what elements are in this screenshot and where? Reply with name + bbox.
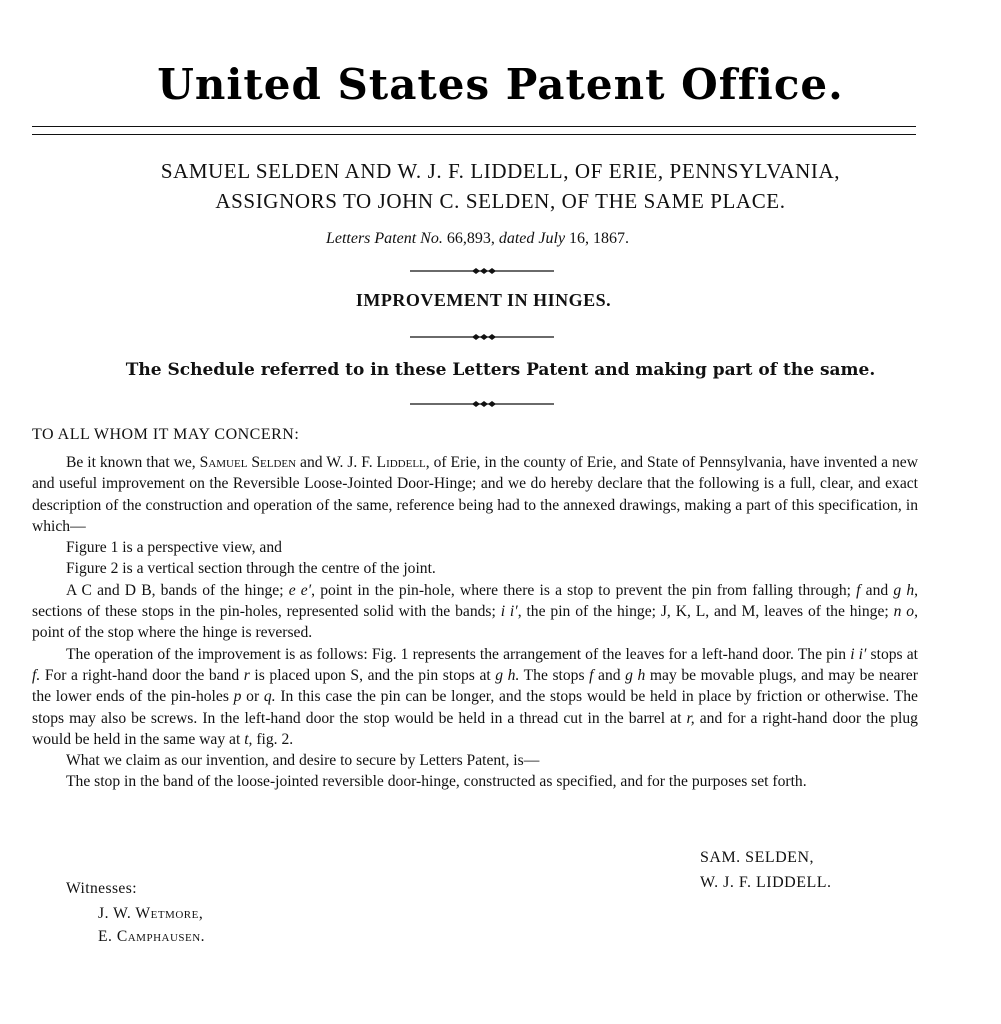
text-run: , point in the pin-hole, where there is a stop to prevent the pin from falling through; (311, 581, 851, 599)
text-run: , sections of these stops in the pin-holes, represented solid with the bands; (32, 581, 919, 621)
text-run: fig. 2. (256, 730, 294, 748)
text-run: The stops (523, 666, 585, 684)
text-run: Be it known that we, (66, 454, 196, 471)
header-rule-bottom (32, 134, 916, 135)
paragraph-parts (32, 580, 918, 644)
part-ref: g h (625, 666, 646, 684)
assignors-line-2: ASSIGNORS TO JOHN C. SELDEN, OF THE SAME PLACE. (215, 189, 786, 213)
witnesses-label: Witnesses: (66, 880, 137, 897)
ornament-divider (410, 399, 554, 409)
office-title: United States Patent Office. (157, 60, 844, 109)
ornament-divider (410, 332, 554, 342)
assignors-line-1: SAMUEL SELDEN AND W. J. F. LIDDELL, OF ERIE, PENNSYLVANIA, (160, 159, 841, 183)
part-ref: r, (686, 709, 695, 727)
invention-title: IMPROVEMENT IN HINGES. (355, 290, 612, 310)
assignors-block (0, 156, 1001, 216)
paragraph-claim: The stop in the band of the loose-jointed reversible door-hinge, constructed as specified, and for the purposes set forth. (66, 773, 807, 791)
paragraph-claim-intro: What we claim as our invention, and desire to secure by Letters Patent, is— (66, 752, 540, 770)
inventor-name: Liddell (376, 454, 426, 471)
part-ref: f (856, 581, 861, 599)
text-run: A C and D B, bands of the hinge; (66, 581, 284, 599)
text-run: stops at (870, 645, 918, 663)
text-run: and W. J. F. (300, 454, 373, 471)
part-ref: n o (893, 603, 915, 621)
signature-1: SAM. SELDEN, (700, 849, 815, 866)
text-run: and (865, 581, 889, 599)
text-run: or (246, 688, 260, 706)
text-run: and (598, 666, 621, 684)
text-run: The operation of the improvement is as follows: Fig. 1 represents the arrangement of the leaves for a left-hand door. The pin (66, 645, 847, 663)
part-ref: t, (244, 730, 253, 748)
paragraph-operation (32, 644, 918, 750)
dated-label: dated July (498, 230, 566, 247)
salutation: TO ALL WHOM IT MAY CONCERN: (32, 426, 300, 443)
ornament-divider (410, 266, 554, 276)
text-run: , of Erie, in the county of Erie, and State of Pennsylvania, have invented a new and useful improvement on the Reversible Loose-Jointed Door-Hinge; and we do hereby declare that the following is a full, clear, and exact description of the construction and operation of the same, reference being had to the annexed drawings, making a part of this specification, in which— (32, 454, 918, 535)
part-ref: e e′ (288, 581, 312, 599)
part-ref: f (589, 666, 594, 684)
signature-block (700, 846, 832, 895)
patent-number-line (0, 230, 955, 248)
specification-body (32, 452, 918, 793)
part-ref: f. (32, 666, 41, 684)
signature-2: W. J. F. LIDDELL. (700, 874, 832, 891)
schedule-line: The Schedule referred to in these Letters Patent and making part of the same. (125, 360, 876, 380)
text-run: may be movable plugs, and may be nearer the lower ends of the pin-holes (32, 666, 918, 706)
paragraph-figure-1: Figure 1 is a perspective view, and (66, 539, 282, 557)
header-rule-top (32, 126, 916, 127)
patent-date: 16, 1867. (569, 230, 630, 247)
witness-name: J. W. Wetmore, (98, 905, 204, 922)
part-ref: r (243, 666, 250, 684)
patent-label: Letters Patent No. (325, 230, 443, 247)
part-ref: p (233, 688, 242, 706)
text-run: and for a right-hand door the plug would be held in the same way at (32, 709, 918, 748)
text-run: , point of the stop where the hinge is reversed. (32, 603, 919, 642)
part-ref: i i′ (500, 603, 518, 621)
inventor-name: Samuel Selden (199, 454, 297, 471)
text-run: , the pin of the hinge; J, K, L, and M, leaves of the hinge; (517, 603, 889, 621)
paragraph-intro (32, 452, 918, 537)
part-ref: i i′ (850, 645, 867, 663)
text-run: is placed upon S, and the pin stops at (254, 666, 491, 684)
part-ref: q. (263, 688, 276, 706)
witness-name: E. Camphausen. (98, 928, 206, 945)
paragraph-figure-2: Figure 2 is a vertical section through the centre of the joint. (66, 560, 436, 578)
text-run: In this case the pin can be longer, and the stops would be held in place by friction or otherwise. The stops may also be screws. In the left-hand door the stop would be held in a thread cut in the barrel at (32, 688, 918, 727)
part-ref: g h (893, 581, 915, 599)
patent-number: 66,893, (446, 230, 495, 247)
text-run: For a right-hand door the band (44, 666, 240, 684)
part-ref: g h. (495, 666, 520, 684)
